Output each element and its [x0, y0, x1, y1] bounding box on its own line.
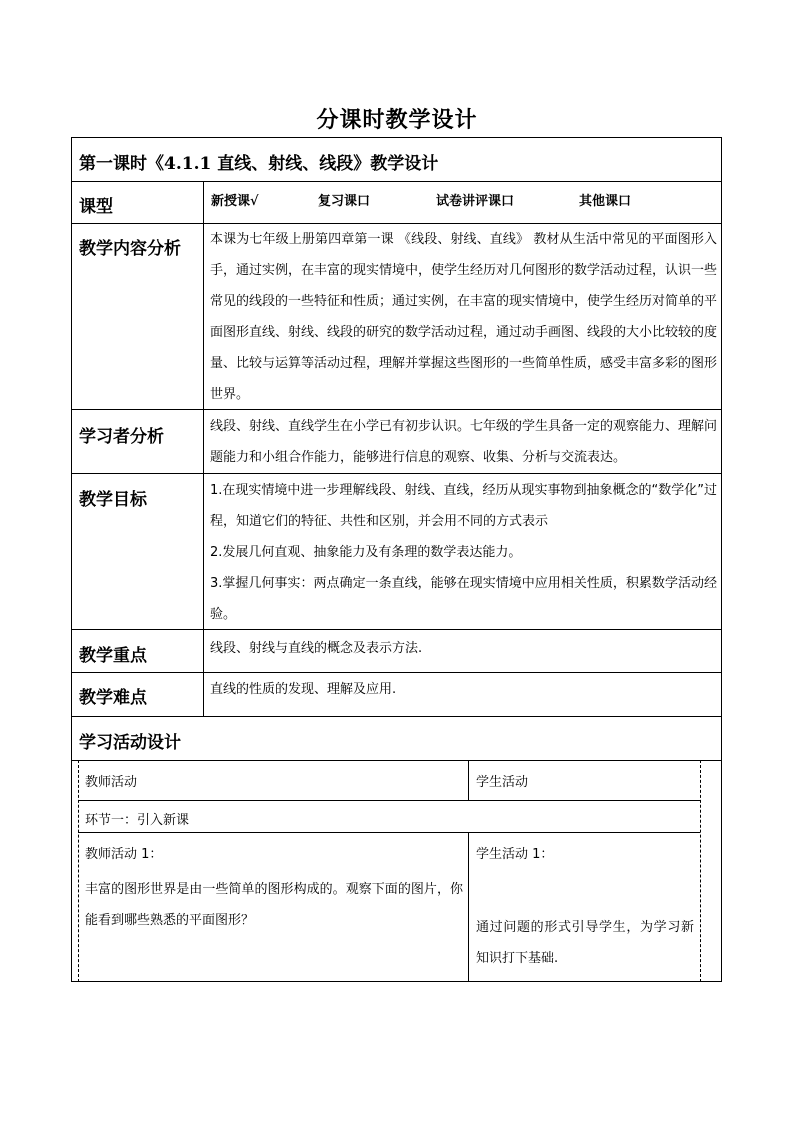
student-activity-label: 学生活动 1：: [476, 847, 554, 862]
difficulties-text: 直线的性质的发现、理解及应用.: [210, 682, 397, 697]
objectives-label: 教学目标: [79, 490, 147, 510]
learner-analysis-text: 线段、射线、直线学生在小学已有初步认识。七年级的学生具备一定的观察能力、理解问题能力和小组合作能力，能够进行信息的观察、收集、分析与交流表达。: [210, 419, 718, 465]
row-divider: [72, 629, 721, 630]
course-type-option: 新授课√: [211, 194, 259, 209]
teacher-activity-text: 丰富的图形世界是由一些简单的图形构成的。观察下面的图片，你能看到哪些熟悉的平面图形？: [85, 882, 463, 928]
objective-item: 1.在现实情境中进一步理解线段、射线、直线，经历从现实事物到抽象概念的“数学化”过程，知道它们的特征、共性和区别，并会用不同的方式表示: [210, 483, 717, 529]
row-divider: [72, 181, 721, 182]
content-analysis-text: 本课为七年级上册第四章第一课 《线段、射线、直线》 教材从生活中常见的平面图形入手，通过实例，在丰富的现实情境中，使学生经历对几何图形的数学活动过程，认识一些常见的线段的一些特征和性质；通过实例，在丰富的现实情境中，使学生经历对简单的平面图形直线、射线、线段的研究的数学活动过程，通过动手画图、线段的大小比较较的度量、比较与运算等活动过程，理解并掌握这些图形的一些简单性质，感受丰富多彩的图形世界。: [210, 232, 718, 402]
row-divider: [72, 473, 721, 474]
lesson-design-table: [71, 137, 722, 982]
course-type-option: 试卷讲评课口: [436, 194, 515, 209]
teacher-activity-label: 教师活动 1：: [85, 847, 163, 862]
inner-row-divider: [78, 800, 700, 801]
objective-item: 2.发展几何直观、抽象能力及有条理的数学表达能力。: [210, 545, 522, 560]
inner-table-border: [700, 760, 701, 982]
lesson-title: 第一课时《4.1.1 直线、射线、线段》教学设计: [79, 154, 439, 174]
teacher-activity-header: 教师活动: [85, 775, 138, 790]
stage-label: 环节一：引入新课: [85, 813, 190, 828]
difficulties-label: 教学难点: [79, 688, 147, 708]
student-activity-header: 学生活动: [476, 775, 529, 790]
course-type-label: 课型: [79, 197, 113, 217]
column-divider: [203, 181, 204, 629]
course-type-option: 复习课口: [318, 194, 371, 209]
row-divider: [72, 716, 721, 717]
row-divider: [72, 409, 721, 410]
key-points-text: 线段、射线与直线的概念及表示方法.: [210, 641, 423, 656]
content-analysis-label: 教学内容分析: [79, 239, 181, 259]
inner-column-divider: [468, 832, 469, 982]
key-points-label: 教学重点: [79, 646, 147, 666]
course-type-option: 其他课口: [579, 194, 632, 209]
objective-item: 3.掌握几何事实：两点确定一条直线，能够在现实情境中应用相关性质，积累数学活动经验。: [210, 576, 717, 622]
inner-column-divider: [468, 760, 469, 800]
row-divider: [72, 760, 721, 761]
inner-row-divider: [78, 832, 700, 833]
row-divider: [72, 672, 721, 673]
student-activity-text: 通过问题的形式引导学生，为学习新知识打下基础.: [476, 920, 694, 966]
activity-design-heading: 学习活动设计: [79, 733, 181, 753]
learner-analysis-label: 学习者分析: [79, 427, 164, 447]
page-title: 分课时教学设计: [316, 107, 478, 133]
inner-table-border: [78, 760, 79, 982]
